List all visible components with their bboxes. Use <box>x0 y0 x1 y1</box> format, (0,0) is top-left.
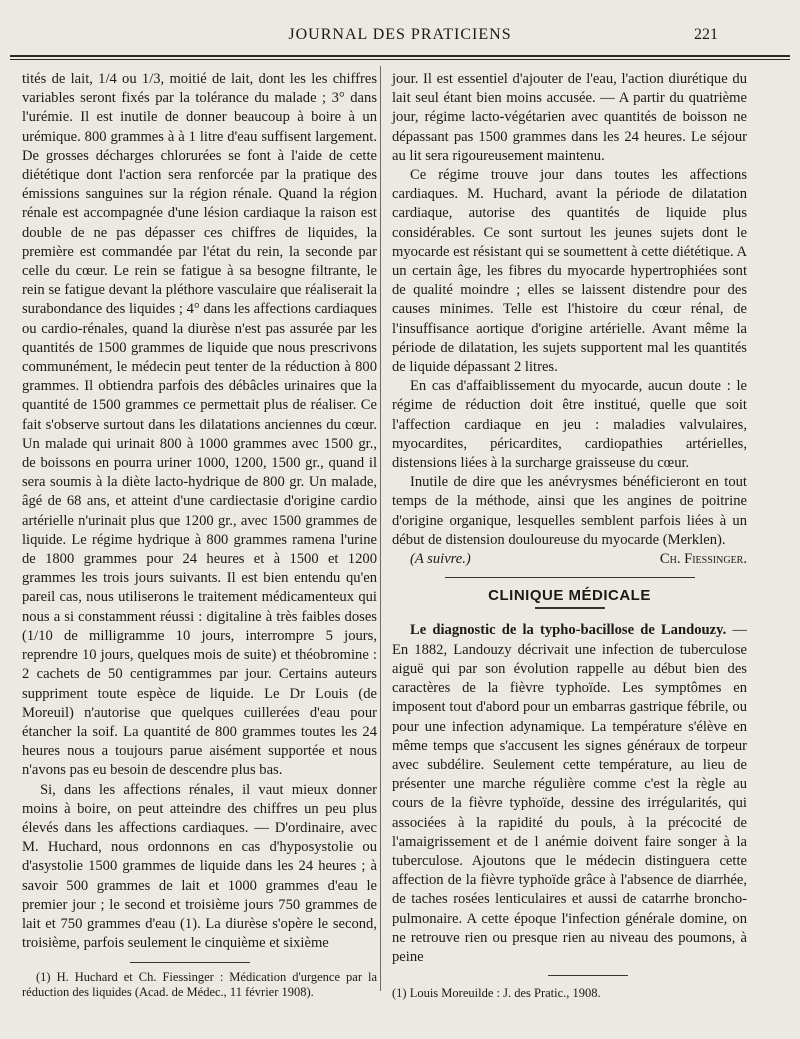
right-column <box>392 70 747 967</box>
header-rule <box>10 55 790 60</box>
page-header <box>0 26 800 50</box>
section-rule <box>445 577 695 578</box>
section-underline <box>535 607 605 609</box>
section-title: CLINIQUE MÉDICALE <box>488 587 651 605</box>
article-paragraph <box>392 621 747 967</box>
paragraph: En cas d'affaiblissement du myocarde, aucun doute : le régime de réduction doit être institué, quelle que soit l'affection cardiaque en jeu : maladies valvulaires, myocardites, péricardites, cardiopathies artérielles, distensions liées à la surcharge graisseuse du cœur. <box>392 378 747 472</box>
paragraph: tités de lait, 1/4 ou 1/3, moitié de lait, dont les les chiffres variables seront fixés par la tolérance du malade ; 3° dans l'urémie. Il est inutile de donner beaucoup à boire à un urémique. 800 grammes à à 1 litre d'eau suffisent largement. De grosses décharges chlorurées se font à l'aide de cette diététique dont l'action sera renforcée par la pratique des émissions sanguines sur la région rénale. Quand la région rénale est accompagnée d'une lésion cardiaque la raison est double de ne pas dépasser ces chiffres de liquides, la première est commandée par l'état du rein, la seconde par celle du cœur. Le rein se fatigue à sa besogne filtrante, le rein se fatigue devant la pléthore vasculaire que réaliserait la surabondance des liquides ; 4° dans les affections cardiaques ou cardio-rénales, quand la diurèse n'est pas assurée par les quantités de 1500 grammes de liquide que nous prescrivons communément, le médecin peut tenter de la réduction à 800 grammes. Il obtiendra parfois des débâcles urinaires que la quantité de 1500 grammes ce permettait plus de réaliser. Ce fait s'observe surtout dans les dilatations anciennes du cœur. Un malade qui urinait 800 à 1000 grammes avec 1500 gr., de boissons en pourra uriner 1000, 1200, 1500 gr., quand il sera soumis à la diète lacto-hydrique de 800 gr. Un malade, âgé de 68 ans, et atteint d'une cardiectasie d'origine cardio artérielle n'urinait plus que 1200 gr., avec 1500 grammes de liquide. Le régime hydrique à 800 grammes ramena l'urine de 1800 grammes pour 24 heures et à 1500 et 1200 grammes les trois jours suivants. Il est bien entendu qu'en pareil cas, nous utiliserons le traitement médicamenteux qui nous a si constamment réussi : digitaline à très faibles doses (1/10 de milligramme 10 jours, interrompre 5 jours, reprendre 10 jours, quelques mois de suite) et théobromine : 2 cachets de 50 centigrammes par jour. Certains auteurs suppriment toute espèce de liquide. Le Dr Louis (de Moreuil) n'autorise que quelques cuillerées d'eau pour étancher la soif. La quantité de 800 grammes toutes les 24 heures nous a toujours parue aisément supportée et nous n'avons pas eu besoin de descendre plus bas. <box>22 71 377 779</box>
paragraph: Ce régime trouve jour dans toutes les affections cardiaques. M. Huchard, avant la période de dilatation cardiaque, autorise des quantités de liquide plus considérables. Ce sont surtout les jeunes sujets dont le myocarde est résistant qui se soumettent à cette diététique. A un certain âge, les fibres du myocarde hypertrophiées sont de qualité moindre ; elles se laissent distendre pour des causes minimes. Telle est l'histoire du cœur rénal, de l'insuffisance aortique d'origine artérielle. Avant même la période de dilatation, les sujets supportent mal les quantités de liquide dépassant 2 litres. <box>392 167 748 376</box>
left-column <box>22 70 377 953</box>
page-number: 221 <box>694 26 718 43</box>
article-signature <box>392 550 747 569</box>
paragraph: Inutile de dire que les anévrysmes bénéficieront en tout temps de la méthode, ainsi que les angines de poitrine d'origine organique, lesquelles semblent parfois liées à un début de distension douloureuse du myocarde (Merklen). <box>392 474 747 548</box>
paragraph: Si, dans les affections rénales, il vaut mieux donner moins à boire, on peut atteindre des chiffres un peu plus élevés dans les affections cardiaques. — D'ordinaire, avec M. Huchard, nous ordonnons en cas d'hyposystolie ou d'asystolie 1500 grammes de liquide dans les 24 heures ; à savoir 500 grammes de lait et 1000 grammes d'eau le premier jour ; le second et troisième jours 750 grammes de lait et 750 grammes d'eau (1). La diurèse s'opère le second, troisième, parfois seulement le cinquième et sixième <box>22 781 377 952</box>
footnote-left: (1) H. Huchard et Ch. Fiessinger : Médication d'urgence par la réduction des liquides (Acad. de Médec., 11 février 1908). <box>22 970 377 999</box>
footnote-rule <box>548 975 628 976</box>
article-body: — En 1882, Landouzy décrivait une infection de tuberculose aiguë qui par son évolution rappelle au début bien des caractères de la fièvre typhoïde. Les symptômes en imposent tout d'abord pour un embarras gastrique fébrile, ou pour une infection adynamique. La température s'élève en même temps que s'accusent les signes généraux de torpeur avec subdélire. Seulement cette température, au lieu de présenter une marche régulière comme c'est la règle au cours de la fièvre typhoïde, dessine des irrégularités, qui associées à la rapidité du pouls, à la précocité de l'amaigrissement et de l anémie doivent faire songer à la tuberculose. Ajoutons que le médecin distinguera cette affection de la fièvre typhoïde grâce à l'absence de diarrhée, de taches rosées lenticulaires et aussi de catarrhe broncho-pulmonaire. A cette époque l'infection générale domine, on ne retrouve rien ou presque rien au niveau des poumons, à peine <box>392 622 747 965</box>
footnote-rule <box>130 962 250 963</box>
article-title: Le diagnostic de la typho-bacillose de Landouzy. <box>410 622 727 639</box>
journal-title: JOURNAL DES PRATICIENS <box>288 26 512 43</box>
footnote-right: (1) Louis Moreuilde : J. des Pratic., 1908. <box>392 986 601 1000</box>
paragraph: jour. Il est essentiel d'ajouter de l'eau, l'action diurétique du lait seul étant bien moins accusée. — A partir du quatrième jour, régime lacto-végétarien avec quantités de boisson ne dépassant pas 1500 grammes dans les 24 heures. Le séjour au lit sera rigoureusement maintenu. <box>392 71 747 164</box>
author-signature: Ch. Fiessinger. <box>659 551 747 568</box>
column-divider <box>380 66 381 991</box>
to-be-continued: (A suivre.) <box>410 551 471 568</box>
